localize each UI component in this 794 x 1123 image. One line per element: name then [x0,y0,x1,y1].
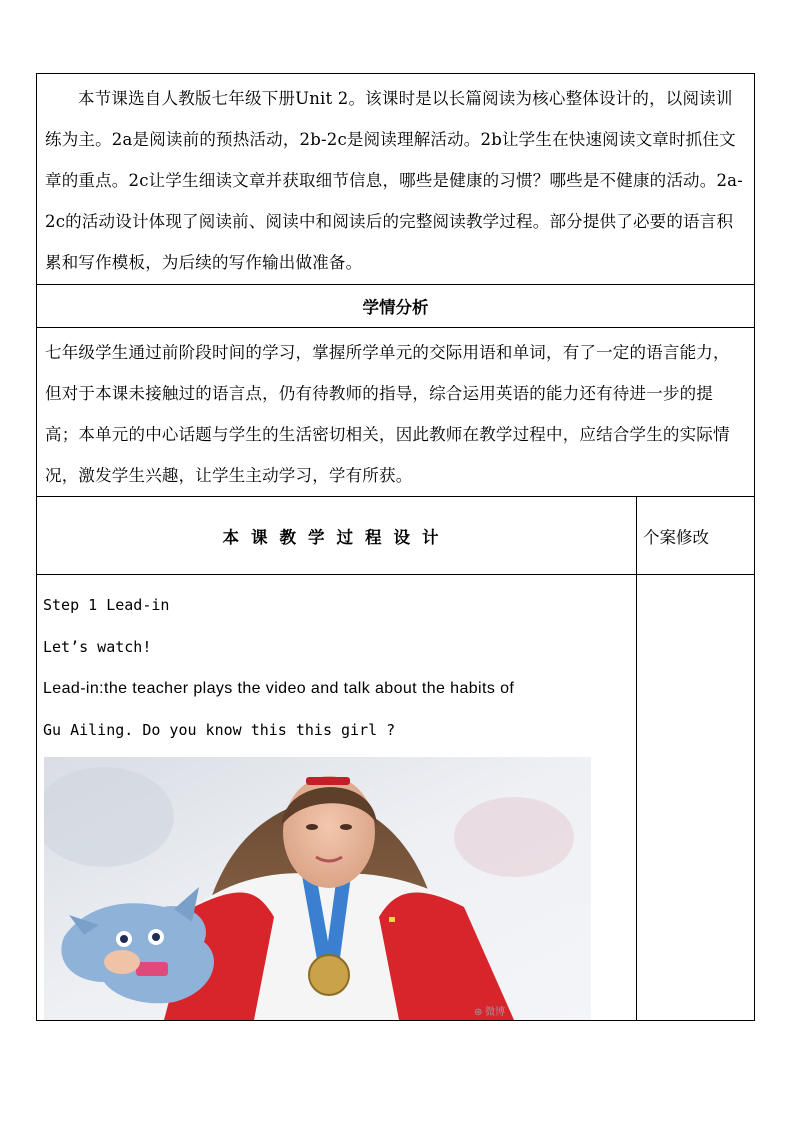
intro-cell [37,74,755,285]
modify-title: 个案修改 [637,497,755,575]
lead-in-line-2: Gu Ailing. Do you know this this girl ? [43,720,396,739]
process-title: 本课教学过程设计 [37,497,637,575]
lesson-plan-table [36,73,755,1021]
process-body-row [37,575,755,1021]
analysis-header-row [37,285,755,328]
analysis-cell [37,328,755,497]
process-content-cell [37,575,637,1021]
step-title: Step 1 Lead-in [43,596,170,614]
lead-in-line-1: Lead-in:the teacher plays the video and talk about the habits of [43,680,515,697]
student-analysis-title: 学情分析 [37,285,755,328]
analysis-row [37,328,755,497]
athlete-photo [44,757,591,1020]
process-header-row [37,497,755,575]
svg-text:⊛ 微博: ⊛ 微博 [474,1007,506,1018]
student-analysis-text: 七年级学生通过前阶段时间的学习，掌握所学单元的交际用语和单词，有了一定的语言能力，但对于本课未接触过的语言点，仍有待教师的指导，综合运用英语的能力还有待进一步的提高；本单元的中心话题与学生的生活密切相关，因此教师在教学过程中，应结合学生的实际情况，激发学生兴趣，让学生主动学习，学有所获。 [45,343,730,485]
lets-watch: Let’s watch! [43,637,152,656]
intro-text: 本节课选自人教版七年级下册Unit 2。该课时是以长篇阅读为核心整体设计的，以阅读训练为主。2a是阅读前的预热活动，2b-2c是阅读理解活动。2b让学生在快速阅读文章时抓住文章的重点。2c让学生细读文章并获取细节信息，哪些是健康的习惯？哪些是不健康的活动。2a-2c的活动设计体现了阅读前、阅读中和阅读后的完整阅读教学过程。部分提供了必要的语言积累和写作模板，为后续的写作输出做准备。 [45,89,743,272]
athlete-photo-icon [44,757,591,1020]
modify-cell[interactable] [637,575,755,1021]
intro-row [37,74,755,285]
